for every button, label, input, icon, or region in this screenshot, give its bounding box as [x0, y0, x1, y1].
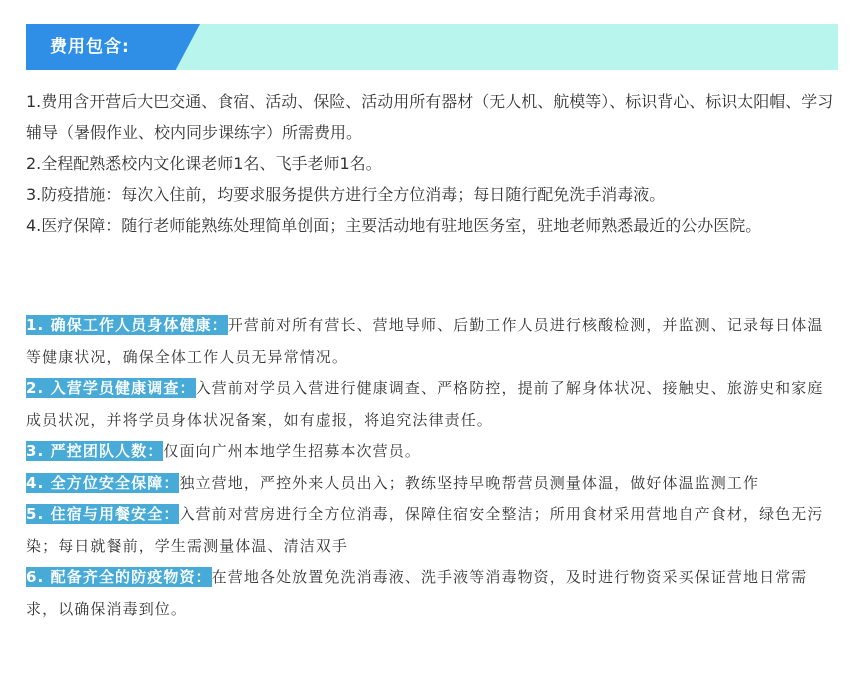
measure-label: 1. 确保工作人员身体健康：: [26, 316, 228, 334]
measure-text: 入营前对学员入营进行健康调查、严格防控，提前了解身体状况、接触史、旅游史和家庭成员状况，并将学员身体状况备案，如有虚报，将追究法律责任。: [26, 379, 824, 429]
fees-included-list: [26, 86, 838, 241]
measure-item: [26, 562, 838, 625]
measure-text: 开营前对所有营长、营地导师、后勤工作人员进行核酸检测，并监测、记录每日体温等健康状况，确保全体工作人员无异常情况。: [26, 316, 824, 366]
measure-label: 4. 全方位安全保障：: [26, 473, 180, 492]
section-header-title: 费用包含:: [50, 37, 130, 57]
measure-label: 3. 严控团队人数：: [26, 442, 164, 460]
measure-text: 在营地各处放置免洗消毒液、洗手液等消毒物资，及时进行物资采买保证营地日常需求，以确保消毒到位。: [26, 568, 808, 618]
measure-item: [26, 373, 838, 436]
measure-item: [26, 468, 838, 500]
measure-item: [26, 499, 838, 562]
fee-item: 4.医疗保障：随行老师能熟练处理简单创面；主要活动地有驻地医务室，驻地老师熟悉最近的公办医院。: [26, 216, 762, 235]
measure-label: 6. 配备齐全的防疫物资：: [26, 568, 212, 586]
fee-item: 1.费用含开营后大巴交通、食宿、活动、保险、活动用所有器材（无人机、航模等）、标识背心、标识太阳帽、学习辅导（暑假作业、校内同步课练字）所需费用。: [26, 92, 834, 142]
fee-item: 3.防疫措施：每次入住前，均要求服务提供方进行全方位消毒；每日随行配免洗手消毒液。: [26, 185, 666, 204]
measure-item: [26, 310, 838, 373]
fee-item: 2.全程配熟悉校内文化课老师1名、飞手老师1名。: [26, 154, 382, 173]
measure-label: 2. 入营学员健康调查：: [26, 379, 196, 397]
measure-text: 独立营地，严控外来人员出入；教练坚持早晚帮营员测量体温，做好体温监测工作: [179, 473, 760, 492]
measure-label: 5. 住宿与用餐安全：: [26, 505, 180, 523]
measure-item: [26, 436, 838, 468]
epidemic-measures-list: [26, 310, 838, 625]
section-header-bar: [26, 24, 838, 70]
measure-text: 仅面向广州本地学生招募本次营员。: [163, 442, 421, 460]
measure-text: 入营前对营房进行全方位消毒，保障住宿安全整洁；所用食材采用营地自产食材，绿色无污染；每日就餐前，学生需测量体温、清洁双手: [26, 505, 824, 555]
